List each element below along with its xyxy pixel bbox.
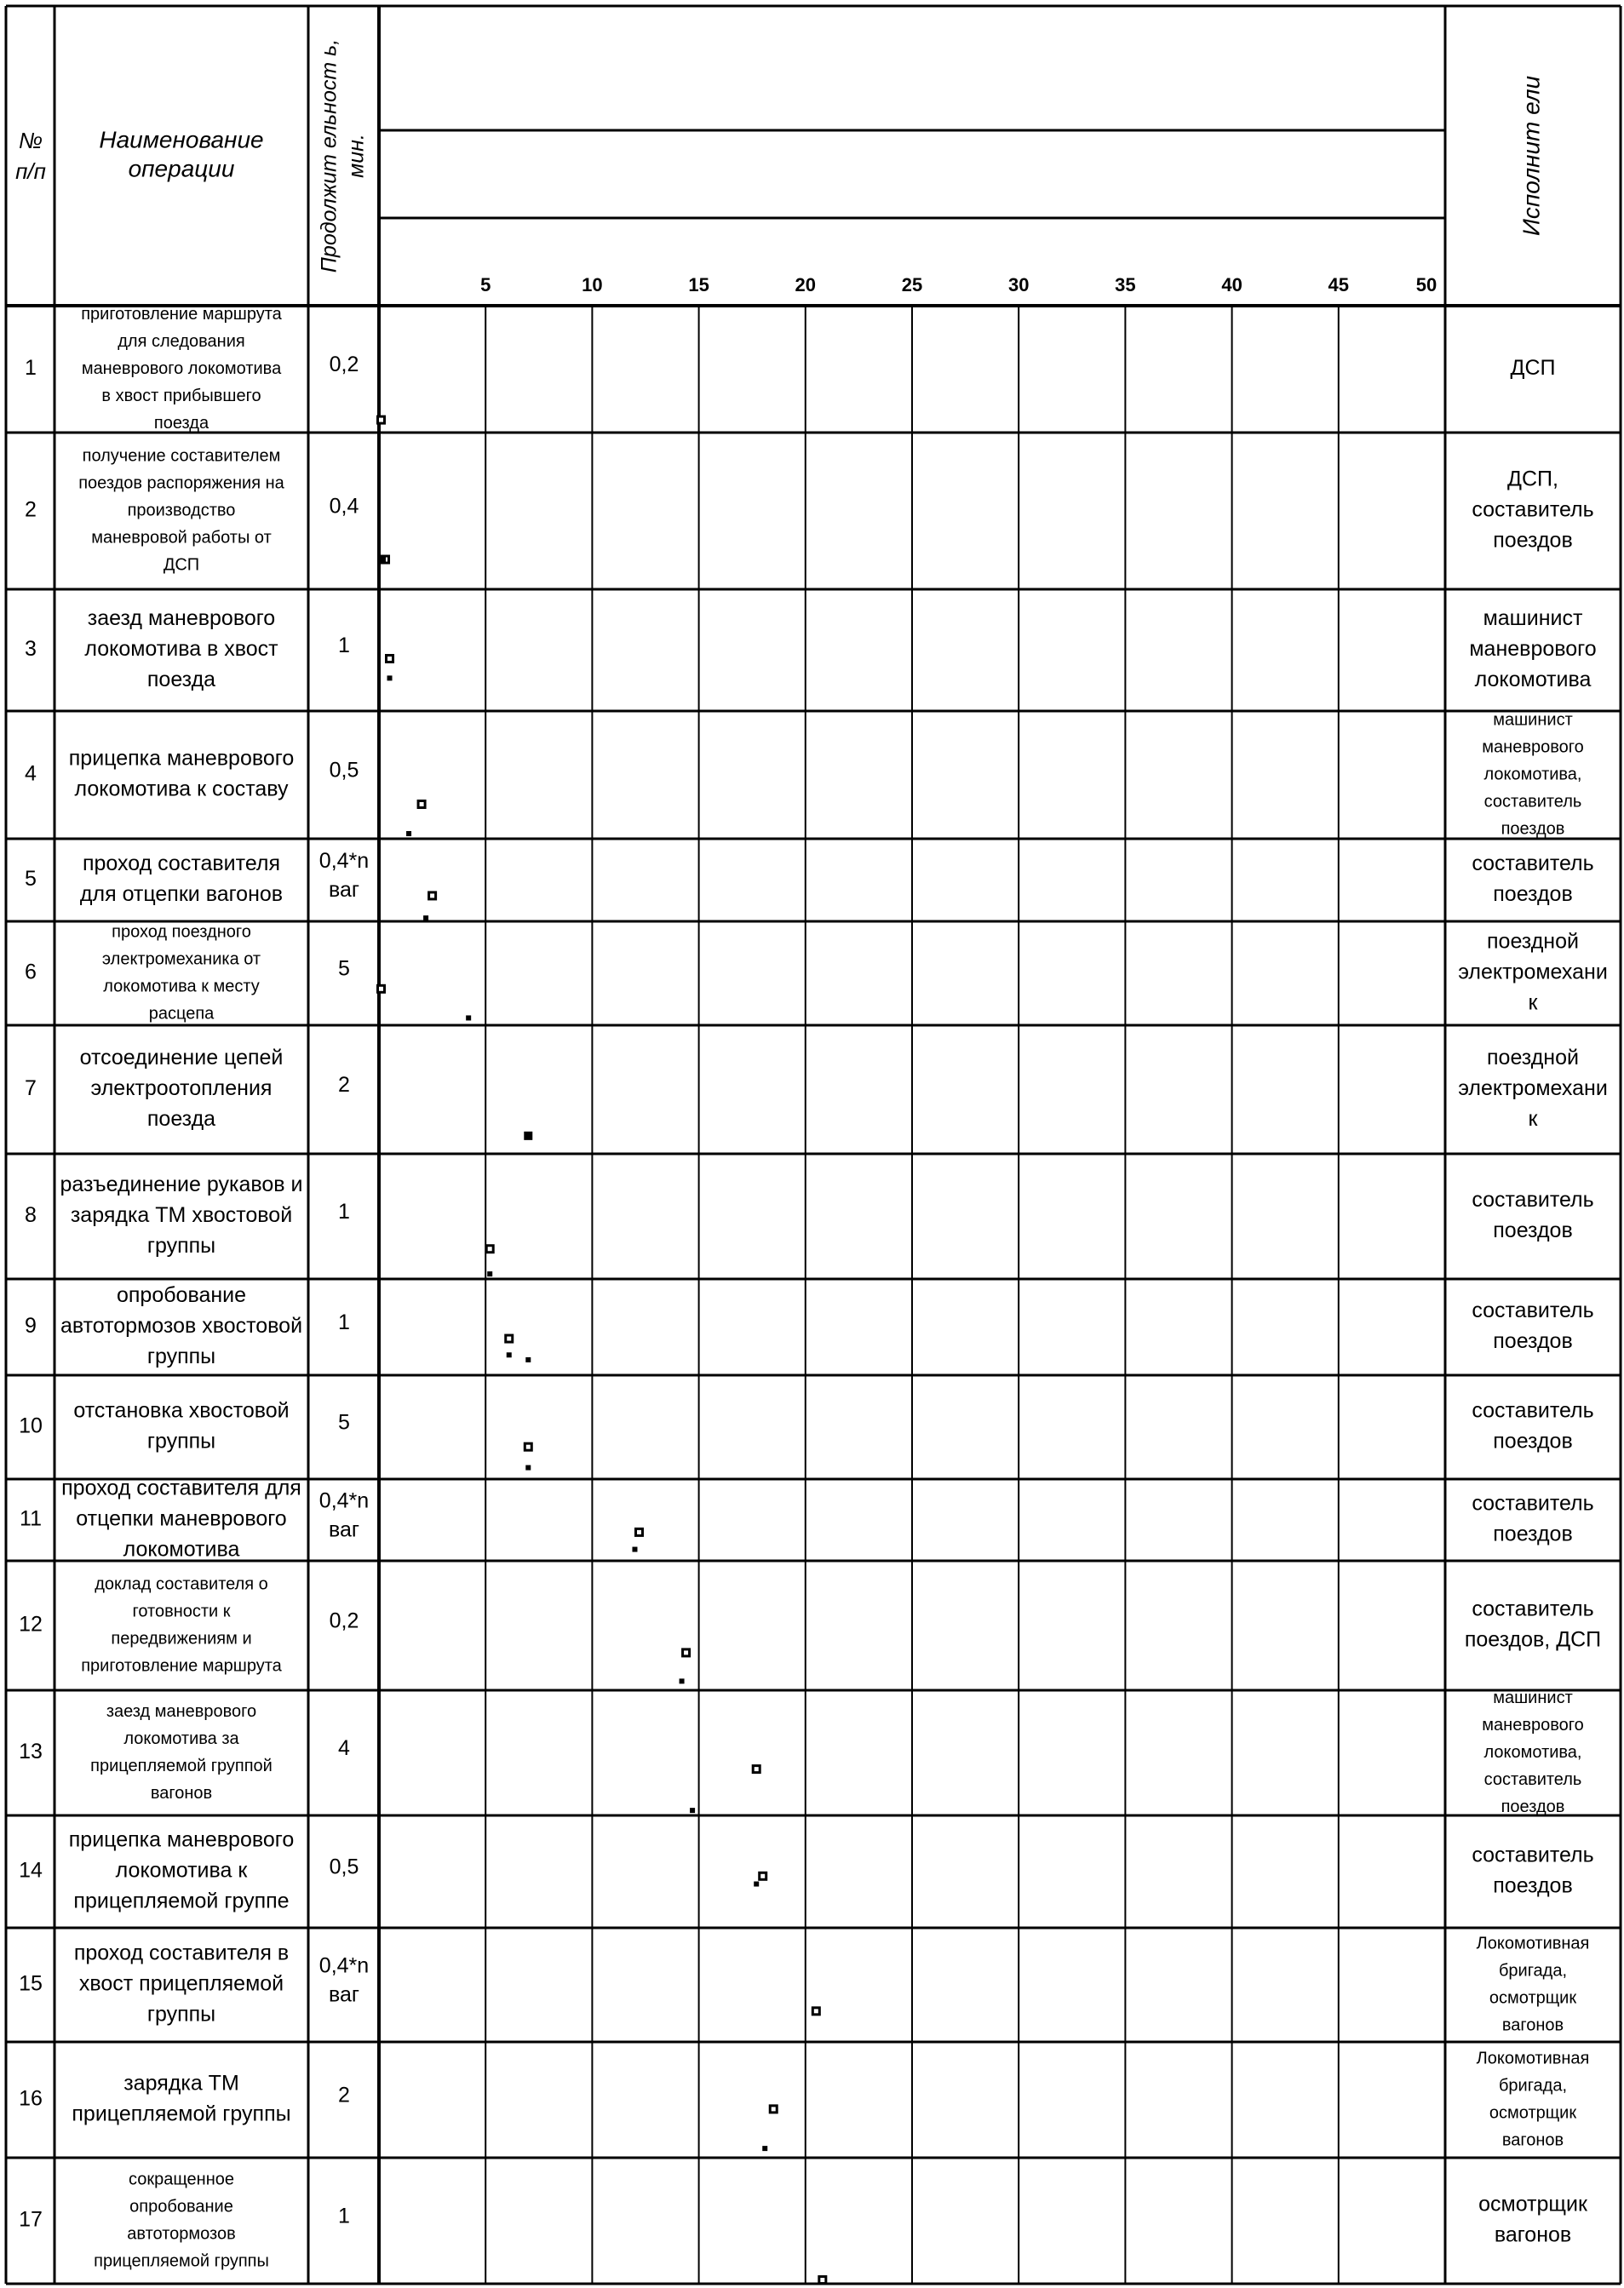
table-row (25, 1283, 1594, 1368)
operation-executors: бригада, (1498, 1961, 1568, 1981)
operation-executors: составитель (1483, 792, 1582, 811)
operation-name: зарядка ТМ (123, 2071, 239, 2096)
operation-name: локомотива за (123, 1729, 239, 1748)
operation-name: отсоединение цепей (79, 1046, 284, 1070)
operation-name: локомотива (123, 1537, 240, 1562)
row-number: 11 (20, 1506, 42, 1531)
operation-executors: локомотива, (1483, 765, 1582, 784)
table-body (19, 305, 1608, 2271)
timeline-marker (486, 1246, 493, 1253)
operation-executors: Локомотивная (1476, 2049, 1590, 2068)
operation-executors: к (1528, 1107, 1538, 1132)
operation-executors: составитель (1472, 852, 1594, 876)
operation-name: автотормозов (127, 2224, 236, 2244)
operation-executors: составитель (1472, 1299, 1594, 1323)
timeline-marker (770, 2106, 777, 2113)
operation-duration: 0,4*n (318, 1488, 370, 1513)
timeline-tick-label: 35 (1115, 274, 1136, 295)
timeline-dot (406, 831, 411, 836)
operation-executors: поездов (1493, 1873, 1573, 1898)
timeline-dot (466, 1015, 471, 1020)
operation-name: локомотива в хвост (84, 637, 278, 662)
operation-executors: вагонов (1501, 2130, 1564, 2150)
timeline-marker (387, 656, 393, 662)
operation-duration: ваг (328, 878, 360, 903)
operation-name: разъединение рукавов и (60, 1173, 303, 1197)
header-operation-name: Наименование (99, 126, 264, 153)
timeline-dot (423, 915, 428, 920)
operation-executors: поездов (1493, 882, 1573, 907)
operation-duration: 2 (338, 2083, 350, 2107)
operation-executors: поездной (1487, 929, 1579, 954)
operation-executors: маневрового (1469, 637, 1597, 662)
row-number: 15 (19, 1971, 43, 1996)
operation-name: локомотива к составу (74, 777, 289, 801)
row-number: 12 (19, 1612, 43, 1637)
timeline-marker (819, 2277, 826, 2284)
operation-duration: 2 (338, 1073, 350, 1098)
row-number: 14 (19, 1858, 43, 1883)
operation-executors: к (1528, 990, 1538, 1015)
operation-name: группы (146, 1234, 216, 1259)
operation-name: локомотива к месту (103, 977, 260, 996)
operation-name: группы (146, 1345, 216, 1369)
operation-duration: ваг (328, 1517, 360, 1542)
table-row (25, 305, 1555, 433)
operation-duration: 5 (338, 1410, 350, 1435)
operation-name: опробование (116, 1283, 247, 1308)
operation-executors: составитель (1472, 1597, 1594, 1621)
row-number: 10 (19, 1414, 43, 1438)
operation-executors: маневрового (1482, 1715, 1584, 1735)
table-row (19, 1399, 1594, 1454)
timeline-dot (507, 1352, 512, 1357)
operation-executors: поездов (1493, 1329, 1573, 1354)
row-number: 2 (25, 497, 37, 522)
timeline-marker (506, 1335, 513, 1342)
operation-executors: составитель (1472, 1491, 1594, 1516)
operation-name: ДСП (163, 555, 200, 575)
timeline-tick-label: 25 (901, 274, 923, 295)
operation-name: приготовление маршрута (81, 304, 282, 324)
operation-name: заезд маневрового (106, 1701, 257, 1721)
header-duration-text: мин. (344, 134, 369, 178)
timeline-dot (525, 1357, 531, 1362)
operation-name: производство (127, 501, 236, 520)
operation-name: заезд маневрового (87, 606, 276, 631)
operation-duration: 0,4*n (318, 1953, 370, 1978)
operation-executors: вагонов (1494, 2222, 1572, 2247)
operation-name: электроотопления (90, 1076, 273, 1101)
operation-duration: 4 (338, 1736, 350, 1761)
operation-name: для отцепки вагонов (79, 882, 284, 907)
row-number: 7 (25, 1076, 37, 1101)
operation-name: в хвост прибывшего (101, 386, 261, 405)
timeline-tick-label: 45 (1328, 274, 1350, 295)
timeline-dot (387, 675, 393, 680)
operation-executors: составитель (1472, 1843, 1594, 1867)
operation-executors: осмотрщик (1489, 1988, 1577, 2008)
table-row (19, 2170, 1588, 2270)
operation-name: сокращенное (128, 2170, 235, 2189)
operation-executors: бригада, (1498, 2076, 1568, 2096)
operation-executors: машинист (1493, 1688, 1573, 1707)
table-row (25, 922, 1608, 1023)
table-row (25, 606, 1597, 691)
table-row (19, 2049, 1589, 2149)
operation-duration: 1 (338, 634, 350, 658)
operation-name: поезда (146, 668, 216, 692)
operation-name: опробование (129, 2197, 233, 2216)
operation-name: прицепка маневрового (68, 746, 295, 771)
row-number: 13 (19, 1740, 43, 1764)
operation-name: зарядка ТМ хвостовой (70, 1203, 293, 1228)
row-number: 8 (25, 1203, 37, 1228)
timeline-tick-label: 15 (688, 274, 709, 295)
timeline-tick-label: 30 (1007, 274, 1030, 295)
row-number: 17 (19, 2207, 43, 2232)
operation-name: доклад составителя о (95, 1574, 268, 1594)
operation-name: проход поездного (112, 922, 251, 942)
header-duration-text: Продолжит ельност ь, (317, 38, 341, 273)
operation-name: прицепляемой группы (72, 2102, 291, 2126)
table-row (25, 710, 1584, 838)
operation-name: готовности к (132, 1602, 231, 1621)
table-header (15, 39, 1544, 272)
operation-name: прицепка маневрового (68, 1827, 295, 1852)
timeline-marker (378, 416, 385, 423)
operation-executors: электромехани (1458, 1076, 1608, 1101)
operation-executors: машинист (1483, 606, 1583, 631)
operation-executors: поездов (1501, 1797, 1565, 1816)
operation-executors: локомотива, (1483, 1742, 1582, 1762)
operation-name: отцепки маневрового (76, 1506, 287, 1531)
operation-executors: составитель (1472, 497, 1594, 522)
operation-executors: машинист (1493, 710, 1573, 730)
operation-name: локомотива к (115, 1858, 248, 1883)
timeline-dot (381, 557, 386, 562)
timeline-marker (418, 801, 425, 808)
operation-executors: поездов (1493, 1219, 1573, 1243)
operation-name: прицепляемой группе (73, 1889, 290, 1913)
operation-name: хвост прицепляемой (78, 1971, 284, 1996)
timeline-marker (683, 1649, 690, 1656)
timeline-marker (812, 2008, 819, 2015)
header-duration (318, 39, 369, 272)
operation-name: группы (146, 1429, 216, 1454)
timeline-markers (378, 416, 826, 2283)
table-row (25, 849, 1594, 906)
operation-executors: электромехани (1458, 960, 1608, 984)
operation-duration: 0,2 (329, 353, 359, 377)
operation-executors: поездов, ДСП (1464, 1627, 1602, 1652)
operation-executors: ДСП, (1507, 467, 1558, 491)
header-executors-text: Исполнит ели (1518, 75, 1545, 237)
operation-executors: осмотрщик (1478, 2192, 1587, 2216)
timeline-tick-label: 5 (480, 274, 491, 295)
header-number: № (18, 127, 43, 153)
timeline-tick-label: 20 (795, 274, 817, 295)
timeline-dot (762, 2146, 767, 2151)
timeline-tick-label: 10 (582, 274, 603, 295)
timeline-dot (754, 1882, 759, 1887)
timeline-dot (680, 1678, 685, 1683)
operation-duration: 0,4*n (318, 849, 370, 874)
operation-name: поезда (146, 1107, 216, 1132)
operation-name: передвижениям и (111, 1629, 252, 1649)
table-row (19, 1689, 1584, 1816)
operation-name: приготовление маршрута (81, 1656, 282, 1676)
operation-executors: поездов (1493, 1522, 1573, 1546)
operation-duration: 1 (338, 1200, 350, 1224)
timeline-dot (525, 1465, 531, 1471)
table-row (25, 1046, 1608, 1131)
operation-executors: маневрового (1482, 737, 1584, 757)
operation-name: проход составителя в (73, 1941, 290, 1965)
operation-duration: 0,5 (329, 758, 359, 783)
header-operation-name: операции (128, 155, 235, 182)
timeline-marker-filled (524, 1132, 532, 1140)
table-row (19, 1828, 1594, 1913)
operation-duration: 1 (338, 1310, 350, 1335)
operation-duration: 0,4 (329, 494, 359, 519)
timeline-dot (487, 1271, 492, 1276)
operation-name: автотормозов хвостовой (60, 1314, 303, 1339)
timeline-marker (760, 1872, 766, 1879)
operation-name: группы (146, 2002, 216, 2027)
operation-name: маневровой работы от (91, 528, 272, 548)
table-row (19, 1934, 1589, 2034)
operation-executors: поездов (1493, 528, 1573, 553)
table-row (20, 1477, 1594, 1562)
header-executors (1518, 75, 1544, 236)
operation-duration: 0,2 (329, 1608, 359, 1633)
operation-executors: поездов (1501, 819, 1565, 839)
operation-duration: 0,5 (329, 1855, 359, 1879)
row-number: 6 (25, 960, 37, 984)
timeline-tick-label: 40 (1221, 274, 1242, 295)
operation-executors: осмотрщик (1489, 2103, 1577, 2123)
operation-name: для следования (118, 331, 245, 351)
operation-executors: локомотива (1474, 668, 1592, 692)
operation-duration: 1 (338, 2204, 350, 2228)
table-row (25, 446, 1594, 574)
operation-name: маневрового локомотива (81, 358, 282, 378)
operation-executors: составитель (1472, 1398, 1594, 1423)
operation-name: отстановка хвостовой (73, 1398, 290, 1423)
operation-executors: Локомотивная (1476, 1934, 1590, 1953)
timeline-marker (429, 892, 436, 899)
operation-executors: поездов (1493, 1429, 1573, 1454)
operation-name: поезда (153, 413, 209, 433)
timeline-marker (753, 1766, 760, 1773)
timeline-marker (378, 985, 385, 992)
operation-executors: составитель (1483, 1769, 1582, 1789)
operation-executors: ДСП (1510, 356, 1556, 381)
operation-name: прицепляемой группой (90, 1756, 273, 1775)
row-number: 4 (25, 761, 37, 786)
operation-name: электромеханика от (101, 949, 261, 969)
timeline-dot (690, 1808, 695, 1813)
timeline-tick-label: 50 (1415, 274, 1437, 295)
operation-name: проход составителя для (61, 1476, 301, 1500)
operation-name: получение составителем (82, 446, 281, 466)
operation-executors: вагонов (1501, 2016, 1564, 2035)
timeline-dot (632, 1547, 637, 1552)
operation-name: проход составителя (82, 852, 281, 876)
operation-name: прицепляемой группы (94, 2251, 269, 2271)
row-number: 16 (19, 2086, 43, 2111)
operation-duration: ваг (328, 1982, 360, 2007)
operation-executors: поездной (1487, 1046, 1579, 1070)
operation-name: поездов распоряжения на (78, 473, 284, 493)
timeline-marker (525, 1443, 531, 1450)
table-row (19, 1574, 1601, 1675)
operation-duration: 5 (338, 956, 350, 981)
row-number: 1 (25, 356, 37, 381)
header-number: п/п (15, 158, 46, 184)
row-number: 5 (25, 867, 37, 892)
table-row (25, 1173, 1594, 1258)
timeline-axis (480, 274, 1437, 295)
operation-executors: составитель (1472, 1188, 1594, 1213)
row-number: 3 (25, 637, 37, 662)
timeline-marker (635, 1528, 642, 1535)
operation-name: вагонов (150, 1783, 213, 1803)
row-number: 9 (25, 1314, 37, 1339)
operation-name: расцепа (148, 1004, 215, 1024)
